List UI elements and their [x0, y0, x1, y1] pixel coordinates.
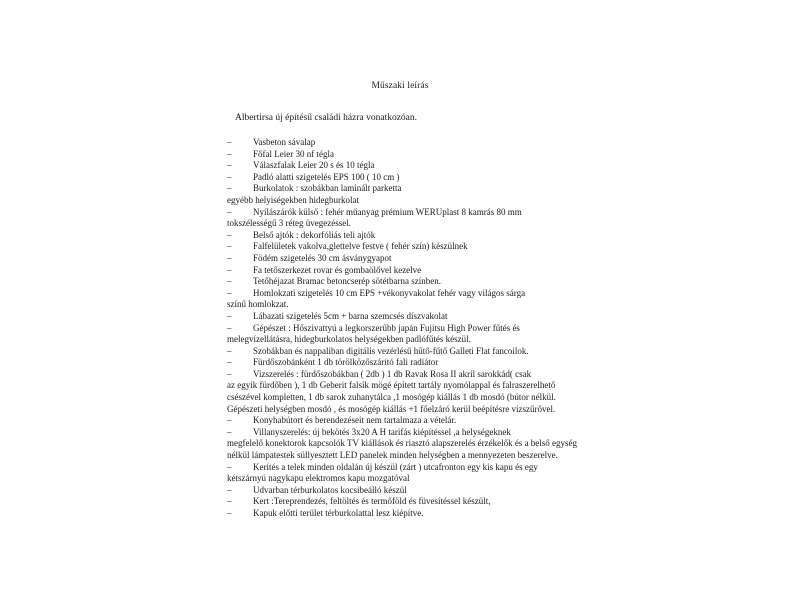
list-bullet: – [227, 276, 232, 287]
list-item-text: Konyhabútort és berendezéseit nem tartalmaza a vételár. [253, 415, 457, 426]
list-item-text: Főfal Leier 30 nf tégla [253, 148, 334, 159]
list-item-text: Homlokzati szigetelés 10 cm EPS +vékonyvakolat fehér vagy világos sárga [253, 287, 526, 298]
list-item-text: Udvarban térburkolatos kocsibeálló készül [253, 484, 407, 495]
list-bullet: – [227, 484, 232, 495]
list-item [227, 369, 589, 415]
list-item [227, 230, 589, 242]
list-item-text: Villanyszerelés: új bekötés 3x20 A H tarifás kiépítéssel ,a helységeknek [253, 426, 511, 437]
list-item [227, 160, 589, 172]
list-bullet: – [227, 241, 232, 252]
list-bullet: – [227, 322, 232, 333]
document-title: Műszaki leírás [371, 81, 429, 91]
list-item-text: Tetőhéjazat Bramac betoncserép sötétbarna színben. [253, 276, 442, 287]
list-item-text: Kerítés a telek minden oldalán új készül (zárt ) utcafronton egy kis kapu és egy [253, 461, 538, 472]
list-item [227, 462, 589, 485]
list-item [227, 137, 589, 149]
list-bullet: – [227, 508, 232, 518]
document-intro: Albertirsa új építésű családi házra vonatkozóan. [235, 113, 418, 123]
list-item-text: Gépészet : Hőszivattyú a legkorszerűbb japán Fujitsu High Power fűtés és [253, 322, 520, 333]
list-item-continuation: melegvízellátásra, hidegburkolatos helységekben padlófűtés készül. [227, 334, 471, 345]
list-bullet: – [227, 426, 232, 437]
list-item [227, 323, 589, 346]
list-bullet: – [227, 264, 232, 275]
list-item-text: Nyílászárók külső : fehér műanyag prémium WERUplast 8 kamrás 80 mm [253, 206, 522, 217]
list-bullet: – [227, 415, 232, 426]
list-item-text: Vizszerelés : fürdőszobákban ( 2db ) 1 db Ravak Rosa II akril sarokkád( csak [253, 368, 532, 379]
list-bullet: – [227, 310, 232, 321]
list-item-text: Fürdőszobánként 1 db törölközőszárító fali radiátor [253, 357, 439, 368]
list-bullet: – [227, 183, 232, 194]
list-item-text: Vasbeton sávalap [253, 137, 316, 147]
list-item [227, 288, 589, 311]
list-bullet: – [227, 252, 232, 263]
list-item-text: Lábazati szigetelés 5cm + barna szemcsés díszvakolat [253, 310, 448, 321]
list-item [227, 241, 589, 253]
list-item-text: Kapuk előtti terület térburkolattal lesz kiépítve. [253, 508, 424, 518]
list-item-continuation: megfelelő konektorok kapcsolók TV kiállások és riasztó alapszerelés érzékelők és a belső egység nélkül lámpatestek süllyesztett LED panelek minden helységben a mennyezeten beszerelve. [227, 438, 578, 461]
list-item-text: Fa tetőszerkezet rovar és gombaölővel kezelve [253, 264, 422, 275]
list-item [227, 311, 589, 323]
list-bullet: – [227, 496, 232, 507]
list-bullet: – [227, 461, 232, 472]
list-item-text: Kert :Tereprendezés, feltöltés és termőföld és füvesítéssel készült, [253, 496, 491, 507]
list-bullet: – [227, 171, 232, 182]
list-item-text: Szobákban és nappaliban digitális vezérlésű hűtő-fűtő Galleti Flat fancoilok. [253, 345, 529, 356]
list-item [227, 265, 589, 277]
list-item-text: Falfelületek vakolva,glettelve festve ( fehér szín) készülnek [253, 241, 468, 252]
list-bullet: – [227, 368, 232, 379]
list-item-text: Válaszfalak Leier 20 s és 10 tégla [253, 160, 375, 171]
list-item [227, 183, 589, 206]
list-item [227, 415, 589, 427]
list-item-continuation: kétszárnyú nagykapu elektromos kapu mozgatóval [227, 473, 410, 484]
list-item-text: Födém szigetelés 30 cm ásványgyapot [253, 252, 392, 263]
list-bullet: – [227, 229, 232, 240]
list-item-continuation: tokszélességű 3 réteg üvegezéssel. [227, 218, 351, 229]
list-item-text: Burkolatok : szobákban laminált parketta [253, 183, 402, 194]
specification-list [227, 137, 589, 520]
list-item [227, 253, 589, 265]
list-item [227, 346, 589, 358]
list-bullet: – [227, 287, 232, 298]
list-item [227, 172, 589, 184]
list-bullet: – [227, 206, 232, 217]
list-item-text: Padló alatti szigetelés EPS 100 ( 10 cm ) [253, 171, 400, 182]
list-item-continuation: színű homlokzat. [227, 299, 289, 310]
list-item [227, 427, 589, 462]
list-bullet: – [227, 137, 232, 147]
list-bullet: – [227, 357, 232, 368]
list-item [227, 207, 589, 230]
list-item-continuation: egyébb helyiségekben hidegburkolat [227, 194, 359, 205]
list-item [227, 508, 589, 520]
list-item [227, 496, 589, 508]
list-item [227, 357, 589, 369]
list-item [227, 276, 589, 288]
list-bullet: – [227, 345, 232, 356]
list-item-continuation: az egyik fürdőben ), 1 db Geberit falsík mögé épített tartály nyomólappal és falraszerelhető csészével kompletten, 1 db sarok zuhanytálca ,1 mosógép kiállás 1 db mosdó (bútor nélkül. Gépészeti helységben mosdó , és mosógép kiállás +1 főelzáró kerül beépítésre vízszűrővel. [227, 380, 556, 414]
list-bullet: – [227, 160, 232, 171]
list-bullet: – [227, 148, 232, 159]
list-item-text: Belső ajtók : dekorfóliás teli ajtók [253, 229, 376, 240]
list-item [227, 485, 589, 497]
list-item [227, 149, 589, 161]
